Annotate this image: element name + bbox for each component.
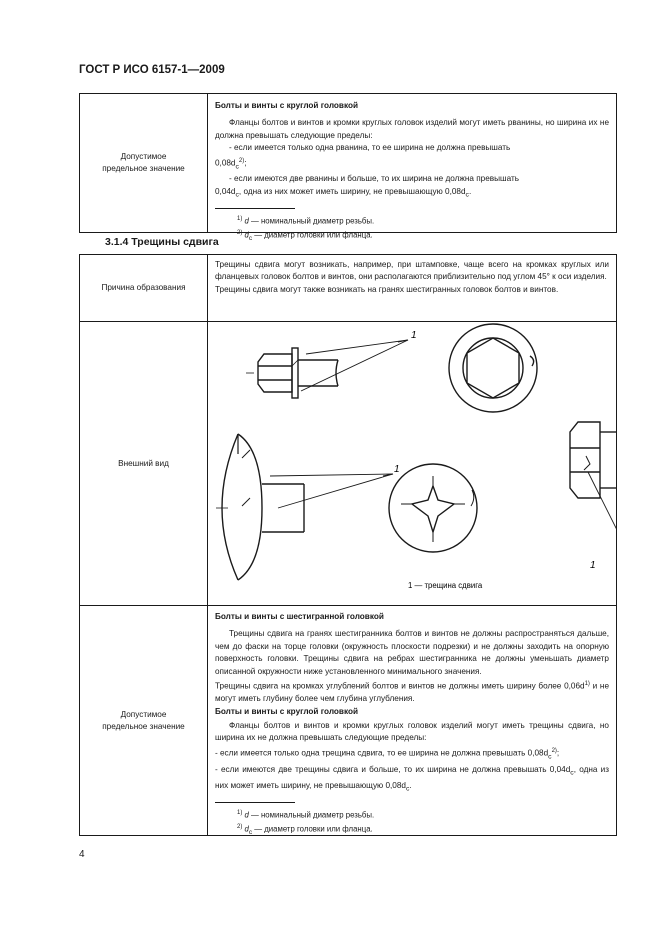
document-header: ГОСТ Р ИСО 6157-1—2009	[79, 64, 225, 76]
footnote-2: $^{2)}$ $d_c$ — диаметр головки или фланца.	[237, 824, 373, 837]
callout-number: 1	[411, 330, 417, 341]
table-shear-bursts	[79, 254, 617, 836]
callout-number: 1	[590, 560, 596, 571]
row-label-limit: Допустимое предельное значение	[102, 709, 185, 731]
paragraph: Трещины сдвига могут также возникать на гранях шестигранных головок болтов и винтов.	[215, 284, 559, 294]
callout-lines	[301, 340, 408, 391]
subhead-hex-head: Болты и винты с шестигранной головкой	[215, 612, 384, 621]
label-cell	[80, 255, 208, 321]
footnote-rule	[215, 802, 295, 803]
figure-caption: 1 — трещина сдвига	[408, 581, 483, 590]
list-item: - если имеется только одна рванина, то ее ширина не должна превышать $0,08d_c^{2)}$;	[215, 143, 511, 170]
hex-bolt-side-view	[570, 422, 616, 552]
footnote-2: $^{2)}$ $d_c$ — диаметр головки или фланца.	[237, 230, 373, 243]
callout-number: 1	[394, 464, 400, 475]
page-number: 4	[79, 849, 85, 860]
footnote-rule	[215, 208, 295, 209]
section-title: 3.1.4 Трещины сдвига	[105, 236, 219, 248]
subhead-round-head: Болты и винты с круглой головкой	[215, 706, 358, 716]
paragraph: Трещины сдвига на кромках углублений болтов и винтов не должны иметь ширину более $0,06d^{1)}$ и не могут иметь глубину более чем глубина углубления.	[215, 681, 609, 704]
paragraph: Трещины сдвига могут возникать, например, при штамповке, чаще всего на кромках круглых или фланцевых головок болтов и винтов, они располагаются приблизительно под углом 45° к оси изделия.	[215, 260, 609, 282]
left-label: Допустимое предельное значение	[102, 152, 185, 173]
round-head-top-view	[389, 464, 477, 552]
content-cell	[208, 100, 616, 246]
paragraph: Фланцы болтов и винтов и кромки круглых головок изделий могут иметь трещины сдвига, но ширина их не должна превышать следующие пределы:	[215, 720, 609, 743]
flanged-head-top-view	[449, 324, 537, 412]
paragraph: Фланцы болтов и винтов и кромки круглых головок изделий могут иметь рванины, но ширина их не должна превышать следующие пределы:	[215, 118, 609, 140]
paragraph: Трещины сдвига на гранях шестигранника болтов и винтов не должны распространяться дальше, чем до фаски на торце головки (окружность плоскости подрезки) и не должны заходить на опорную поверхность головки. Трещины сдвига на ребрах шестигранника не должны уменьшать диаметр описанной окружности ниже установленного минимального значения.	[215, 629, 609, 676]
list-item: - если имеется только одна трещина сдвига, то ее ширина не должна превышать $0,08d_c^{2)}$;	[215, 747, 560, 761]
list-item: - если имеются две рванины и больше, то их ширина не должна превышать $0,04d_c$, одна из них может иметь ширину, не превышающую $0,08d_c$.	[215, 174, 519, 199]
round-head-screw-side-view	[216, 434, 304, 580]
footnote-1: $^{1)}$ d — номинальный диаметр резьбы.	[237, 215, 375, 226]
label-cell	[80, 606, 208, 835]
callout-lines	[270, 474, 393, 508]
list-item: - если имеются две трещины сдвига и больше, то их ширина не должна превышать $0,04d_c$, одна из них может иметь ширину, не превышающую $0,08d_c$.	[215, 764, 609, 793]
footnote-1: $^{1)}$ d — номинальный диаметр резьбы.	[237, 809, 375, 820]
flanged-bolt-side-view	[246, 348, 338, 398]
figure-area	[208, 322, 616, 605]
content-cell	[208, 611, 616, 839]
label-cell	[80, 322, 208, 605]
shear-burst-figure	[208, 322, 616, 605]
row-label-appearance: Внешний вид	[118, 458, 169, 468]
row-label-cause: Причина образования	[101, 283, 186, 292]
label-cell	[80, 94, 208, 232]
content-cell	[208, 259, 616, 296]
subhead-round-head: Болты и винты с круглой головкой	[215, 101, 358, 110]
